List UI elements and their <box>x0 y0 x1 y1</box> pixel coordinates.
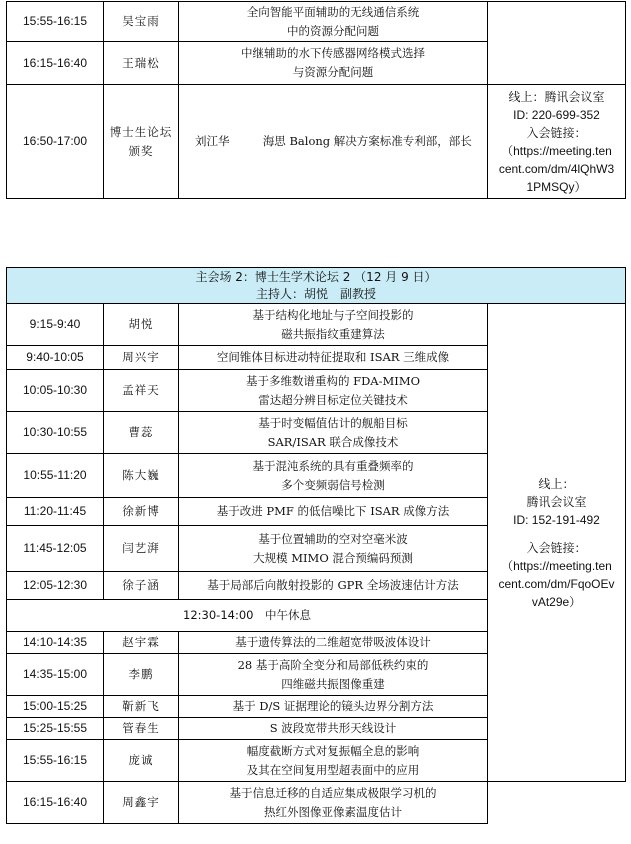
session-title: 主会场 2：博士生学术论坛 2 （12 月 9 日） <box>195 269 437 284</box>
talk-title-line: 基于位置辅助的空对空毫米波 <box>258 531 408 546</box>
time-cell: 10:55-11:20 <box>7 454 104 498</box>
talk-title-cell <box>179 498 488 526</box>
lunch-break: 12:30-14:00 中午休息 <box>7 600 488 632</box>
meeting-link-label: 入会链接： <box>526 540 587 555</box>
talk-title-line: 及其在空间复用型超表面中的应用 <box>246 762 420 777</box>
meeting-room: 腾讯会议室 <box>526 494 587 509</box>
talk-title-cell <box>179 696 488 718</box>
time-cell: 14:35-15:00 <box>7 654 104 696</box>
talk-title-cell <box>179 42 488 85</box>
talk-title-line: 雷达超分辨目标定位关键技术 <box>258 392 408 407</box>
speaker-cell: 庞诚 <box>104 740 179 782</box>
time-cell: 9:40-10:05 <box>7 346 104 370</box>
talk-title-cell <box>179 526 488 572</box>
speaker-cell: 周鑫宇 <box>104 782 179 824</box>
meeting-info-cell <box>488 85 626 199</box>
meeting-online-label: 线上： <box>538 476 575 491</box>
talk-title-line: 与资源分配问题 <box>292 65 374 79</box>
meeting-link-line[interactable]: cent.com/dm/FqoOEv <box>498 576 615 591</box>
table-row <box>7 782 626 824</box>
talk-title-line: S 波段宽带共形天线设计 <box>269 721 397 735</box>
speaker-cell: 王瑞松 <box>104 42 179 85</box>
schedule-table-2 <box>6 267 626 824</box>
talk-title-cell <box>179 718 488 740</box>
talk-title-line: 28 基于高阶全变分和局部低秩约束的 <box>237 657 429 672</box>
meeting-link-line[interactable]: （https://meeting.ten <box>501 143 612 158</box>
talk-title-line: 四维磁共振图像重建 <box>281 676 385 691</box>
meeting-id: ID: 152-191-492 <box>513 512 600 527</box>
time-cell: 16:15-16:40 <box>7 42 104 85</box>
meeting-id: ID: 220-699-352 <box>513 107 600 122</box>
talk-title-line: 基于混沌系统的具有重叠频率的 <box>252 458 414 473</box>
talk-title-line: 空间锥体目标进动特征提取和 ISAR 三维成像 <box>216 350 450 364</box>
speaker-cell: 徐子涵 <box>104 572 179 600</box>
time-cell: 14:10-14:35 <box>7 632 104 654</box>
schedule-table-1 <box>6 1 626 199</box>
talk-title-line: 热红外图像亚像素温度估计 <box>264 804 402 819</box>
speaker-cell: 孟祥天 <box>104 370 179 412</box>
time-cell: 10:30-10:55 <box>7 412 104 454</box>
talk-title-line: 基于改进 PMF 的低信噪比下 ISAR 成像方法 <box>216 504 450 518</box>
talk-title-cell <box>179 572 488 600</box>
talk-title-line: 幅度截断方式对复振幅全息的影响 <box>246 743 420 758</box>
speaker-cell: 徐新博 <box>104 498 179 526</box>
meeting-room: 线上：腾讯会议室 <box>508 89 605 104</box>
talk-title-cell <box>179 2 488 42</box>
speaker-cell: 赵宇霖 <box>104 632 179 654</box>
meeting-link-line[interactable]: vAt29e） <box>531 594 582 609</box>
time-cell: 11:20-11:45 <box>7 498 104 526</box>
time-cell: 12:05-12:30 <box>7 572 104 600</box>
time-cell: 9:15-9:40 <box>7 304 104 346</box>
talk-title-line: 基于 D/S 证据理论的镜头边界分割方法 <box>232 699 434 713</box>
time-cell: 11:45-12:05 <box>7 526 104 572</box>
meeting-spacer <box>490 529 623 539</box>
presenter-affiliation: 海思 Balong 解决方案标准专利部，部长 <box>262 134 472 148</box>
table-row <box>7 304 626 346</box>
talk-title-line: 全向智能平面辅助的无线通信系统 <box>246 4 420 19</box>
talk-title-line: 基于多维数谱重构的 FDA-MIMO <box>245 373 421 388</box>
time-cell: 16:15-16:40 <box>7 782 104 824</box>
presenter-name: 刘江华 <box>195 134 230 148</box>
speaker-cell: 靳新飞 <box>104 696 179 718</box>
time-cell: 15:00-15:25 <box>7 696 104 718</box>
talk-title-line: 多个变频弱信号检测 <box>281 477 385 492</box>
talk-title-line: 中的资源分配问题 <box>287 23 379 38</box>
speaker-cell: 陈大巍 <box>104 454 179 498</box>
empty-meeting-cell <box>488 2 626 85</box>
table-row <box>7 85 626 199</box>
session-host: 主持人：胡悦 副教授 <box>255 286 376 301</box>
speaker-cell: 胡悦 <box>104 304 179 346</box>
speaker-cell: 李鹏 <box>104 654 179 696</box>
talk-title-line: 基于遗传算法的二维超宽带吸波体设计 <box>235 635 431 649</box>
session-header <box>7 268 626 304</box>
talk-title-cell <box>179 740 488 782</box>
award-label-cell <box>104 85 179 199</box>
talk-title-line: 基于结构化地址与子空间投影的 <box>252 307 414 322</box>
talk-title-line: 大规模 MIMO 混合预编码预测 <box>253 550 413 565</box>
session-header-row <box>7 268 626 304</box>
meeting-link-line[interactable]: 1PMSQy） <box>526 179 587 194</box>
talk-title-cell <box>179 632 488 654</box>
meeting-link-line[interactable]: cent.com/dm/4lQhW3 <box>498 161 615 176</box>
time-cell: 15:55-16:15 <box>7 2 104 42</box>
talk-title-cell <box>179 370 488 412</box>
talk-title-cell <box>179 654 488 696</box>
time-cell: 10:05-10:30 <box>7 370 104 412</box>
talk-title-line: 基于局部后向散射投影的 GPR 全场波速估计方法 <box>207 578 459 592</box>
talk-title-line: 基于时变幅值估计的舰船目标 <box>258 415 408 430</box>
meeting-info-cell <box>488 304 626 782</box>
talk-title-cell <box>179 782 488 824</box>
meeting-link-line[interactable]: （https://meeting.ten <box>501 558 612 573</box>
talk-title-line: 基于信息迁移的自适应集成极限学习机的 <box>229 785 437 800</box>
time-cell: 15:25-15:55 <box>7 718 104 740</box>
speaker-cell: 吴宝雨 <box>104 2 179 42</box>
award-label-line: 颁奖 <box>128 143 154 158</box>
talk-title-cell <box>179 454 488 498</box>
award-presenter-cell <box>179 85 488 199</box>
talk-title-line: SAR/ISAR 联合成像技术 <box>267 434 399 449</box>
talk-title-line: 中继辅助的水下传感器网络模式选择 <box>241 46 425 60</box>
talk-title-cell <box>179 412 488 454</box>
award-label-line: 博士生论坛 <box>109 124 173 139</box>
speaker-cell: 曹蕊 <box>104 412 179 454</box>
speaker-cell: 周兴宇 <box>104 346 179 370</box>
talk-title-cell <box>179 346 488 370</box>
talk-title-line: 磁共振指纹重建算法 <box>281 326 385 341</box>
talk-title-cell <box>179 304 488 346</box>
speaker-cell: 闫艺湃 <box>104 526 179 572</box>
time-cell: 15:55-16:15 <box>7 740 104 782</box>
table-row <box>7 2 626 42</box>
meeting-link-label: 入会链接： <box>526 125 587 140</box>
speaker-cell: 管春生 <box>104 718 179 740</box>
time-cell: 16:50-17:00 <box>7 85 104 199</box>
